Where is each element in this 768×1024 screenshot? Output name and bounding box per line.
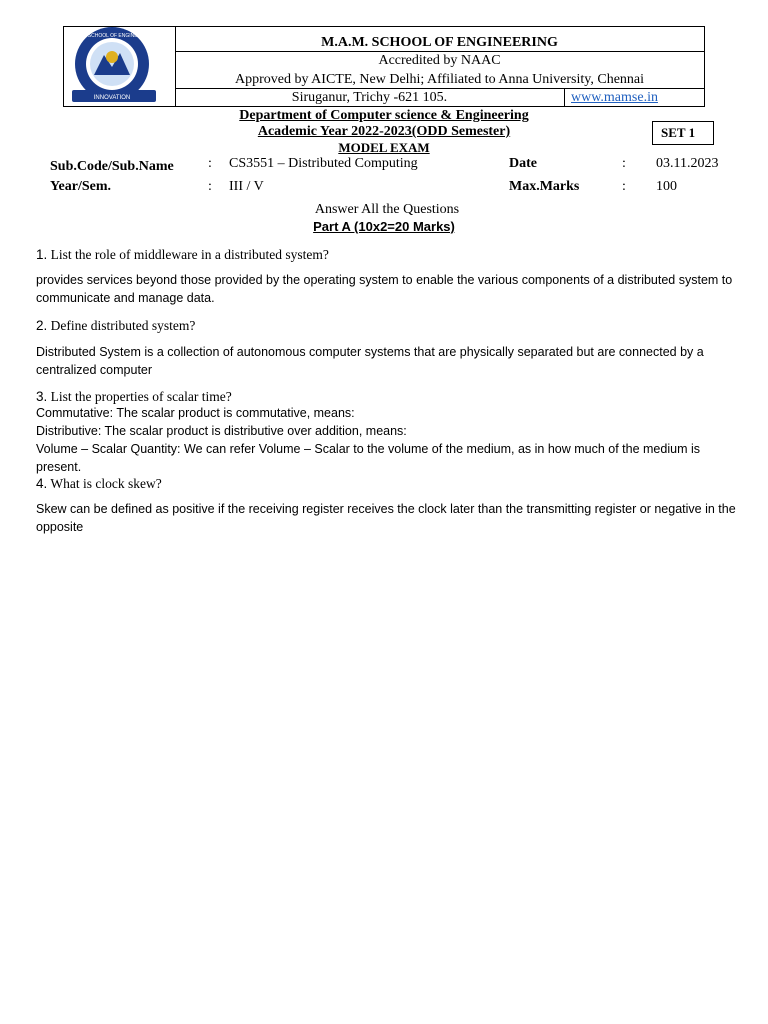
subcode-label: Sub.Code/Sub.Name [50,159,174,174]
header-table [63,26,705,107]
answer-3-line-2: Distributive: The scalar product is distributive over addition, means: [36,424,407,438]
answer-4: Skew can be defined as positive if the receiving register receives the clock later than the transmitting register or negative in the opposite [36,502,736,534]
school-logo [64,27,175,106]
date-colon: : [622,156,626,171]
website-link[interactable]: www.mamse.in [571,90,658,105]
question-text: Define distributed system? [50,318,196,333]
exam-title: MODEL EXAM [338,140,430,155]
marks-label: Max.Marks [509,179,580,194]
question-text: List the properties of scalar time? [50,389,232,404]
logo-cell [64,27,176,106]
year-colon: : [208,179,212,194]
address: Siruganur, Trichy -621 105. [175,89,565,106]
answer-3-line-1: Commutative: The scalar product is commutative, means: [36,406,355,420]
question-text: List the role of middleware in a distributed system? [50,247,329,262]
year-value: III / V [229,179,264,194]
question-text: What is clock skew? [50,476,162,491]
address-row [175,89,704,106]
question-3 [36,389,232,405]
date-label: Date [509,156,537,171]
answer-2: Distributed System is a collection of autonomous computer systems that are physically separated but are connected by a centralized computer [36,345,704,377]
answer-3-line-3: Volume – Scalar Quantity: We can refer Volume – Scalar to the volume of the medium, as in how much of the medium is present. [36,442,700,474]
set-badge: SET 1 [652,121,714,145]
answer-1: provides services beyond those provided by the operating system to enable the various components of a distributed system to communicate and manage data. [36,273,733,305]
approval-line: Approved by AICTE, New Delhi; Affiliated to Anna University, Chennai [175,70,704,89]
question-4 [36,476,162,492]
logo-banner-text: INNOVATION [93,95,131,101]
marks-colon: : [622,179,626,194]
date-value: 03.11.2023 [656,156,719,171]
school-name: M.A.M. SCHOOL OF ENGINEERING [175,27,704,52]
year-label: Year/Sem. [50,179,112,194]
question-1 [36,247,329,263]
subcode-colon: : [208,156,212,171]
academic-year: Academic Year 2022-2023(ODD Semester) [257,124,511,139]
answer-all-instruction: Answer All the Questions [314,202,460,217]
accreditation: Accredited by NAAC [378,53,501,68]
logo-arc-top-text: M.A.M. SCHOOL OF ENGINEERING [70,33,154,39]
part-a-heading: Part A (10x2=20 Marks) [313,219,455,234]
question-number: 2. [36,318,48,333]
question-2 [36,318,195,334]
subcode-value: CS3551 – Distributed Computing [229,156,418,171]
question-number: 1. [36,247,48,262]
question-number: 4. [36,476,48,491]
marks-value: 100 [656,179,677,194]
department-title: Department of Computer science & Engineering [239,108,529,123]
question-number: 3. [36,389,48,404]
